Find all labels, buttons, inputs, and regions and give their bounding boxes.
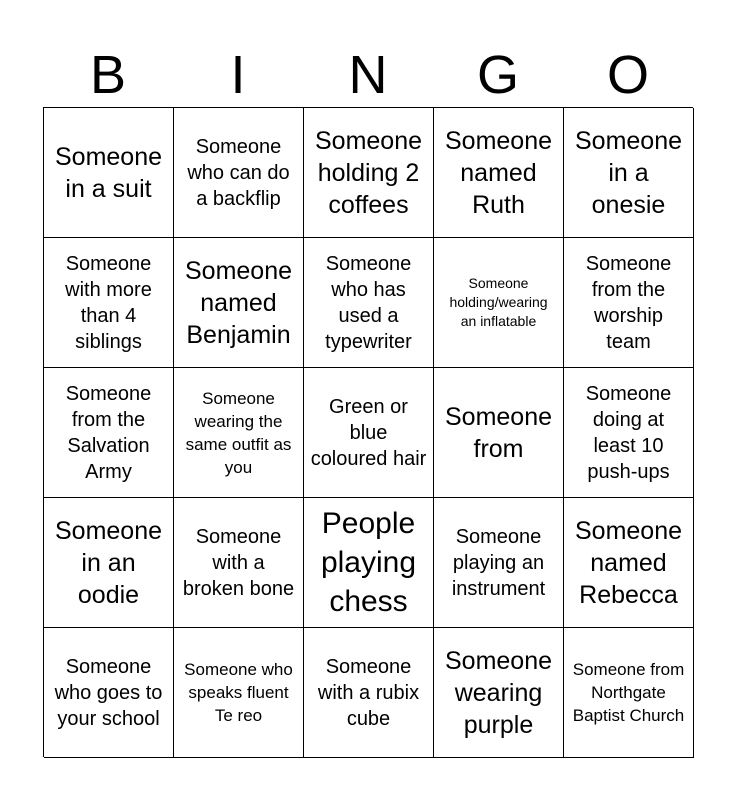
- bingo-cell-r2-c1[interactable]: [44, 238, 174, 368]
- bingo-cell-r2-c3[interactable]: [304, 238, 434, 368]
- cell-text: Someone named Ruth: [444, 126, 553, 219]
- bingo-cell-r2-c5[interactable]: [564, 238, 694, 368]
- header-letter-b: B: [89, 45, 127, 105]
- cell-text: Someone in a onesie: [574, 126, 683, 219]
- cell-text: Someone from: [444, 402, 553, 463]
- bingo-cell-r3-c5[interactable]: [564, 368, 694, 498]
- bingo-cell-r1-c2[interactable]: [174, 108, 304, 238]
- cell-text: Someone named Rebecca: [574, 516, 683, 609]
- cell-text: Someone who has used a typewriter: [325, 252, 412, 353]
- bingo-cell-r3-c3[interactable]: [304, 368, 434, 498]
- cell-text: Someone in an oodie: [54, 516, 163, 609]
- bingo-cell-r5-c1[interactable]: [44, 628, 174, 758]
- cell-text: Someone who speaks fluent Te reo: [184, 660, 293, 725]
- cell-text: Someone from Northgate Baptist Church: [572, 660, 685, 725]
- bingo-cell-r4-c3[interactable]: [304, 498, 434, 628]
- bingo-cell-r3-c4[interactable]: [434, 368, 564, 498]
- bingo-cell-r5-c2[interactable]: [174, 628, 304, 758]
- cell-text: Someone wearing purple: [444, 646, 553, 739]
- bingo-cell-r4-c5[interactable]: [564, 498, 694, 628]
- bingo-cell-r1-c4[interactable]: [434, 108, 564, 238]
- bingo-cell-r2-c2[interactable]: [174, 238, 304, 368]
- cell-text: Someone wearing the same outfit as you: [185, 388, 292, 477]
- cell-text: Someone in a suit: [54, 142, 163, 203]
- cell-text: Someone with more than 4 siblings: [65, 252, 152, 353]
- cell-text: Someone from the Salvation Army: [65, 382, 152, 483]
- cell-text: Someone with a rubix cube: [317, 655, 420, 730]
- cell-text: Green or blue coloured hair: [310, 395, 427, 470]
- header-letter-n: N: [348, 45, 388, 105]
- bingo-cell-r1-c1[interactable]: [44, 108, 174, 238]
- cell-text: Someone with a broken bone: [182, 525, 295, 600]
- bingo-cell-r3-c1[interactable]: [44, 368, 174, 498]
- bingo-cell-r5-c4[interactable]: [434, 628, 564, 758]
- cell-text: Someone who goes to your school: [54, 655, 163, 730]
- header-letter-o: O: [606, 45, 649, 105]
- header-letter-g: G: [476, 45, 519, 105]
- cell-text: Someone playing an instrument: [451, 525, 546, 600]
- bingo-cell-r5-c5[interactable]: [564, 628, 694, 758]
- cell-text: People playing chess: [320, 507, 417, 618]
- bingo-grid: [43, 107, 693, 757]
- cell-text: Someone holding 2 coffees: [314, 126, 423, 219]
- cell-text: Someone named Benjamin: [184, 256, 293, 349]
- bingo-cell-r3-c2[interactable]: [174, 368, 304, 498]
- cell-text: Someone who can do a backflip: [187, 135, 290, 210]
- header-letter-i: I: [230, 45, 246, 105]
- cell-text: Someone from the worship team: [585, 252, 672, 353]
- cell-text: Someone doing at least 10 push-ups: [585, 382, 672, 483]
- bingo-cell-r4-c1[interactable]: [44, 498, 174, 628]
- cell-text: Someone holding/wearing an inflatable: [449, 275, 548, 329]
- bingo-cell-r4-c2[interactable]: [174, 498, 304, 628]
- bingo-header: [43, 44, 693, 106]
- bingo-cell-r1-c5[interactable]: [564, 108, 694, 238]
- bingo-cell-r4-c4[interactable]: [434, 498, 564, 628]
- bingo-cell-r2-c4[interactable]: [434, 238, 564, 368]
- bingo-cell-r5-c3[interactable]: [304, 628, 434, 758]
- bingo-cell-r1-c3[interactable]: [304, 108, 434, 238]
